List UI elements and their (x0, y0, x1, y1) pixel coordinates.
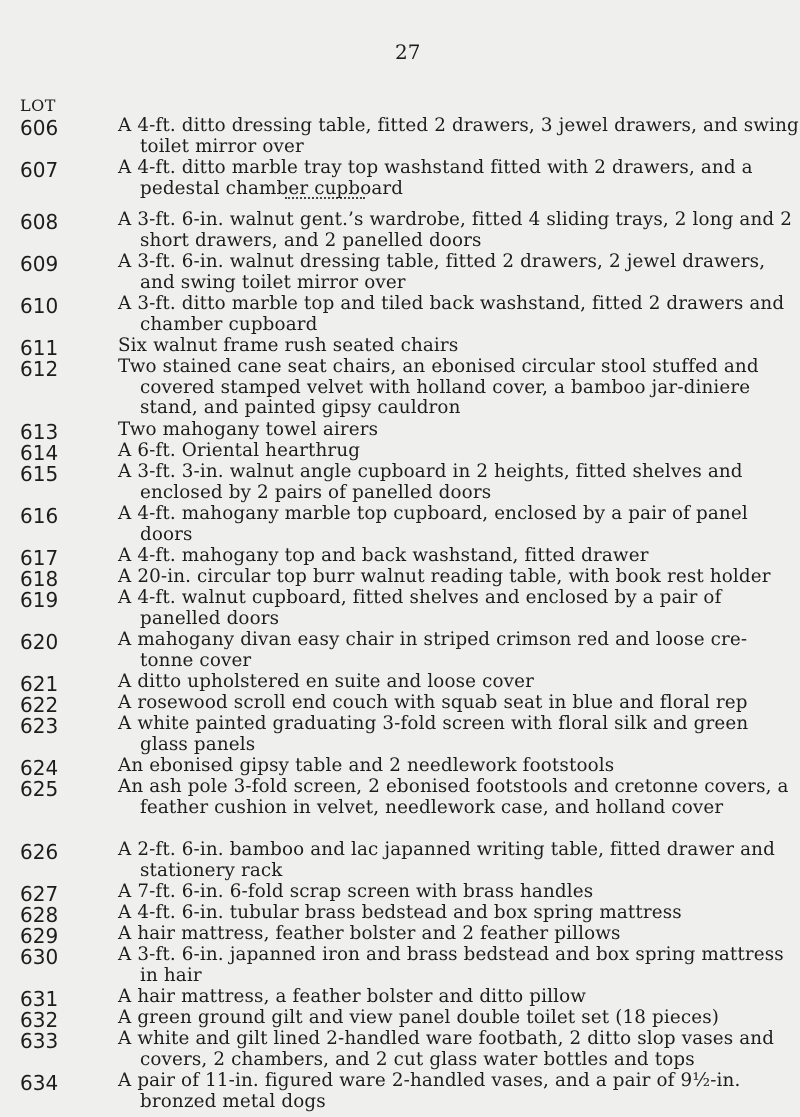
lot-number: 625 (20, 777, 59, 801)
lot-description: A 4-ft. walnut cupboard, fitted shelves and enclosed by a pair of panelled doors (118, 587, 722, 629)
lot-description: A 6-ft. Oriental hearthrug (118, 440, 361, 461)
lot-number: 628 (20, 903, 59, 927)
lot-description: A mahogany divan easy chair in striped crimson red and loose cre-tonne cover (118, 629, 748, 671)
lot-number: 608 (20, 210, 59, 234)
lot-description: A 4-ft. mahogany top and back washstand, fitted drawer (118, 545, 649, 566)
lot-description: Six walnut frame rush seated chairs (118, 335, 459, 356)
lot-description: A pair of 11-in. figured ware 2-handled vases, and a pair of 9½-in. bronzed metal dogs (118, 1070, 741, 1112)
page-number: 27 (395, 40, 421, 64)
lot-description: A 4-ft. ditto dressing table, fitted 2 drawers, 3 jewel drawers, and swing toilet mirror over (118, 115, 799, 157)
lot-description: A white painted graduating 3-fold screen with floral silk and green glass panels (118, 713, 749, 755)
lot-number: 623 (20, 714, 59, 738)
lot-number: 617 (20, 546, 59, 570)
lot-description: A white and gilt lined 2-handled ware footbath, 2 ditto slop vases and covers, 2 chambers, and 2 cut glass water bottles and tops (118, 1028, 775, 1070)
lot-description: A green ground gilt and view panel double toilet set (18 pieces) (118, 1007, 720, 1028)
lot-number: 621 (20, 672, 59, 696)
lot-description: A 3-ft. 3-in. walnut angle cupboard in 2 heights, fitted shelves and enclosed by 2 pairs of panelled doors (118, 461, 743, 503)
lot-number: 632 (20, 1008, 59, 1032)
lot-description: A 3-ft. 6-in. walnut dressing table, fitted 2 drawers, 2 jewel drawers, and swing toilet mirror over (118, 251, 766, 293)
lot-number: 624 (20, 756, 59, 780)
lot-description: A 4-ft. 6-in. tubular brass bedstead and box spring mattress (118, 902, 682, 923)
lot-number: 634 (20, 1071, 59, 1095)
lot-description: A 20-in. circular top burr walnut reading table, with book rest holder (118, 566, 771, 587)
lot-number: 613 (20, 420, 59, 444)
lot-description: An ash pole 3-fold screen, 2 ebonised footstools and cretonne covers, a feather cushion in velvet, needlework case, and holland cover (118, 776, 789, 818)
lot-number: 627 (20, 882, 59, 906)
lot-number: 626 (20, 840, 59, 864)
lot-description: A 3-ft. 6-in. walnut gent.’s wardrobe, fitted 4 sliding trays, 2 long and 2 short drawers, and 2 panelled doors (118, 209, 792, 251)
lot-description: An ebonised gipsy table and 2 needlework footstools (118, 755, 615, 776)
lot-number: 620 (20, 630, 59, 654)
lot-description: Two mahogany towel airers (118, 419, 379, 440)
lot-number: 616 (20, 504, 59, 528)
lot-description: Two stained cane seat chairs, an ebonised circular stool stuffed and covered stamped velvet with holland cover, a bamboo jar-diniere stand, and painted gipsy cauldron (118, 356, 759, 418)
lot-description: A 3-ft. 6-in. japanned iron and brass bedstead and box spring mattress in hair (118, 944, 784, 986)
lot-description: A 7-ft. 6-in. 6-fold scrap screen with brass handles (118, 881, 594, 902)
lot-number: 610 (20, 294, 59, 318)
lot-number: 631 (20, 987, 59, 1011)
lot-description: A 3-ft. ditto marble top and tiled back washstand, fitted 2 drawers and chamber cupboard (118, 293, 785, 335)
lot-number: 619 (20, 588, 59, 612)
lot-description: A ditto upholstered en suite and loose cover (118, 671, 534, 692)
lot-number: 629 (20, 924, 59, 948)
lot-number: 615 (20, 462, 59, 486)
lot-number: 622 (20, 693, 59, 717)
lot-number: 606 (20, 116, 59, 140)
lot-description: A 4-ft. mahogany marble top cupboard, enclosed by a pair of panel doors (118, 503, 748, 545)
lot-number: 609 (20, 252, 59, 276)
lot-number: 618 (20, 567, 59, 591)
lot-number: 612 (20, 357, 59, 381)
lot-number: 614 (20, 441, 59, 465)
lot-description: A hair mattress, a feather bolster and ditto pillow (118, 986, 587, 1007)
lot-description: A rosewood scroll end couch with squab seat in blue and floral rep (118, 692, 748, 713)
lot-description: A hair mattress, feather bolster and 2 feather pillows (118, 923, 621, 944)
lot-number: 607 (20, 158, 59, 182)
lot-column-header: LOT (20, 96, 56, 115)
lot-number: 633 (20, 1029, 59, 1053)
lot-description: A 2-ft. 6-in. bamboo and lac japanned writing table, fitted drawer and stationery rack (118, 839, 775, 881)
lot-number: 611 (20, 336, 59, 360)
lot-number: 630 (20, 945, 59, 969)
lot-description: A 4-ft. ditto marble tray top washstand fitted with 2 drawers, and a pedestal chamber cupboard (118, 157, 753, 199)
